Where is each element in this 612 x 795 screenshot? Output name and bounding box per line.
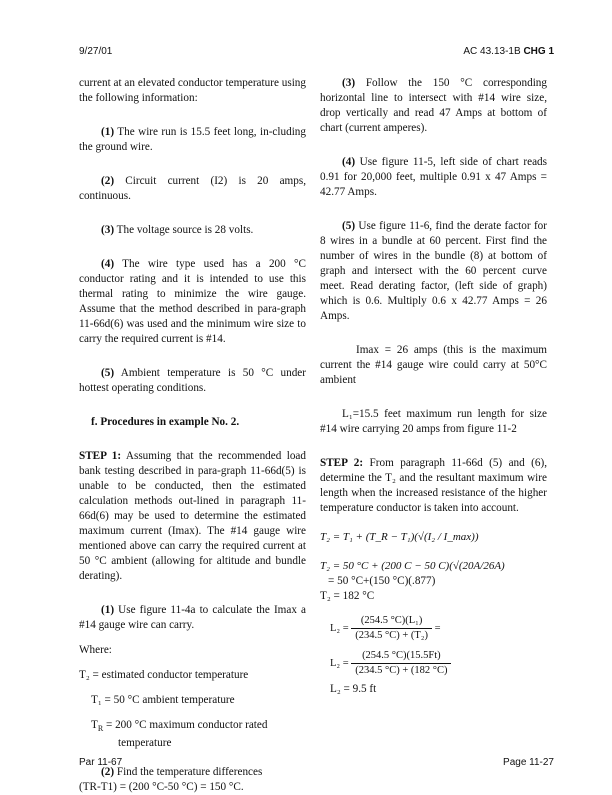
l2-sub-lhs: L₂ =: [330, 657, 349, 669]
section-heading: f. Procedures in example No. 2.: [91, 416, 240, 428]
item-4-text: The wire type used has a 200 °C conductor rating and it is intended to use this thermal rating to minimize the wire gauge. Assume that the method described in para-graph 11-66d(6) was used and the minimum wire size to carry the required current is #14.: [79, 258, 306, 345]
step-1-item-1-num: (1): [101, 604, 115, 616]
step-1-item-1: [79, 603, 306, 633]
t1-definition: T₁ = 50 °C ambient temperature: [91, 694, 235, 706]
step-1-paragraph: [79, 449, 306, 584]
item-3-right-num: (3): [342, 77, 356, 89]
l2-sub-fraction: [351, 649, 451, 678]
right-column: [320, 76, 547, 697]
item-4-num: (4): [101, 258, 115, 270]
tr-def-t: T: [91, 719, 98, 731]
item-3-num: (3): [101, 224, 115, 236]
item-3: [79, 223, 306, 238]
step-1-item-1-text: Use figure 11-4a to calculate the Imax a #14 gauge wire can carry.: [79, 604, 306, 631]
tr-def-sub: R: [97, 724, 104, 734]
item-4-right-num: (4): [342, 156, 356, 168]
step-2-paragraph: [320, 456, 547, 516]
item-1-num: (1): [101, 126, 115, 138]
item-3-right-text: Follow the 150 °C corresponding horizontal line to intersect with #14 wire size, drop vertically and read 47 Amps at bottom of chart (current amperes).: [320, 77, 547, 134]
item-5-right-num: (5): [342, 220, 356, 232]
step-1-label: STEP 1:: [79, 450, 122, 462]
step-2-text: From paragraph 11-66d (5) and (6), determine the T₂ and the resultant maximum wire length when the increased resistance of the higher temperature conductor is taken into account.: [320, 457, 547, 514]
tr-def-rest: = 200 °C maximum conductor rated: [103, 719, 268, 731]
item-4-right: [320, 155, 547, 200]
formula-t2-substituted: T₂ = 50 °C + (200 C − 50 C)(√(20A/26A): [320, 560, 505, 572]
footer-paragraph-ref: Par 11-67: [79, 757, 123, 768]
formula-t2-general: T₂ = T₁ + (T_R − T₁)(√(I₂ / I_max)): [320, 531, 479, 543]
step-2-label: STEP 2:: [320, 457, 364, 469]
footer-page-number: Page 11-27: [503, 757, 554, 768]
item-3-right: [320, 76, 547, 136]
l2-general-tail: =: [434, 622, 441, 634]
item-1: [79, 125, 306, 155]
item-2-temperature-line2: (TR-T1) = (200 °C-50 °C) = 150 °C.: [79, 781, 244, 794]
l2-general-numerator: (254.5 °C)(L₁): [351, 614, 432, 629]
header-doc-id-prefix: AC 43.13-1B: [463, 46, 524, 57]
tr-definition: [79, 718, 306, 736]
l2-general-fraction: [351, 614, 432, 643]
formula-l2-general: [320, 614, 547, 643]
header-date: 9/27/01: [79, 46, 113, 57]
header-doc-id-chg: CHG 1: [523, 46, 554, 57]
intro-paragraph: current at an elevated conductor temperature using the following information:: [79, 77, 306, 104]
item-4: [79, 257, 306, 347]
formula-t2-result: T₂ = 182 °C: [320, 590, 375, 602]
l2-general-lhs: L₂ =: [330, 622, 349, 634]
item-2-num: (2): [101, 175, 115, 187]
header-doc-id: [463, 46, 554, 57]
step-1-text: Assuming that the recommended load bank testing described in para-graph 11-66d(5) is unable to be conducted, then the estimated calculation methods out-lined in paragraph 11-66d(6) may be used to determine the estimated maximum current (Imax). The #14 gauge wire mentioned above can carry the required current at 50 °C ambient (allowing for altitude and bundle derating).: [79, 450, 306, 582]
t2-definition: T₂ = estimated conductor temperature: [79, 669, 249, 681]
formula-l2-substituted: [320, 649, 547, 678]
left-column: [79, 76, 306, 795]
l2-general-denominator: (234.5 °C) + (T₂): [355, 630, 428, 641]
item-2-text: Circuit current (I2) is 20 amps, continuous.: [79, 175, 306, 202]
where-label: Where:: [79, 644, 112, 656]
item-5: [79, 366, 306, 396]
l2-sub-numerator: (254.5 °C)(15.5Ft): [351, 649, 451, 664]
item-5-right-text: Use figure 11-6, find the derate factor for 8 wires in a bundle at 60 percent. First find the number of wires in the bundle (8) at bottom of graph and intersect with the 60 percent curve meet. Read derating factor, (left side of graph) which is 0.6. Multiply 0.6 x 42.77 Amps = 26 Amps.: [320, 220, 547, 322]
item-5-num: (5): [101, 367, 115, 379]
item-2: [79, 174, 306, 204]
l2-sub-denominator: (234.5 °C) + (182 °C): [355, 665, 448, 676]
item-2-temp-text: Find the temperature differences: [114, 766, 263, 779]
item-1-text: The wire run is 15.5 feet long, in-cluding the ground wire.: [79, 126, 306, 153]
item-2-temp-num: (2): [101, 766, 115, 779]
item-3-text: The voltage source is 28 volts.: [114, 224, 254, 236]
formula-t2-step: = 50 °C+(150 °C)(.877): [328, 575, 436, 587]
item-5-right: [320, 219, 547, 324]
formula-l2-result: L₂ = 9.5 ft: [330, 683, 377, 695]
item-4-right-text: Use figure 11-5, left side of chart reads 0.91 for 20,000 feet, multiple 0.91 x 47 Amps = 42.77 Amps.: [320, 156, 547, 198]
item-5-text: Ambient temperature is 50 °C under hottest operating conditions.: [79, 367, 306, 394]
imax-paragraph: Imax = 26 amps (this is the maximum current the #14 gauge wire could carry at 50°C ambient: [320, 344, 547, 386]
l1-paragraph: L₁=15.5 feet maximum run length for size #14 wire carrying 20 amps from figure 11-2: [320, 408, 547, 435]
tr-definition-line2: temperature: [118, 737, 172, 750]
